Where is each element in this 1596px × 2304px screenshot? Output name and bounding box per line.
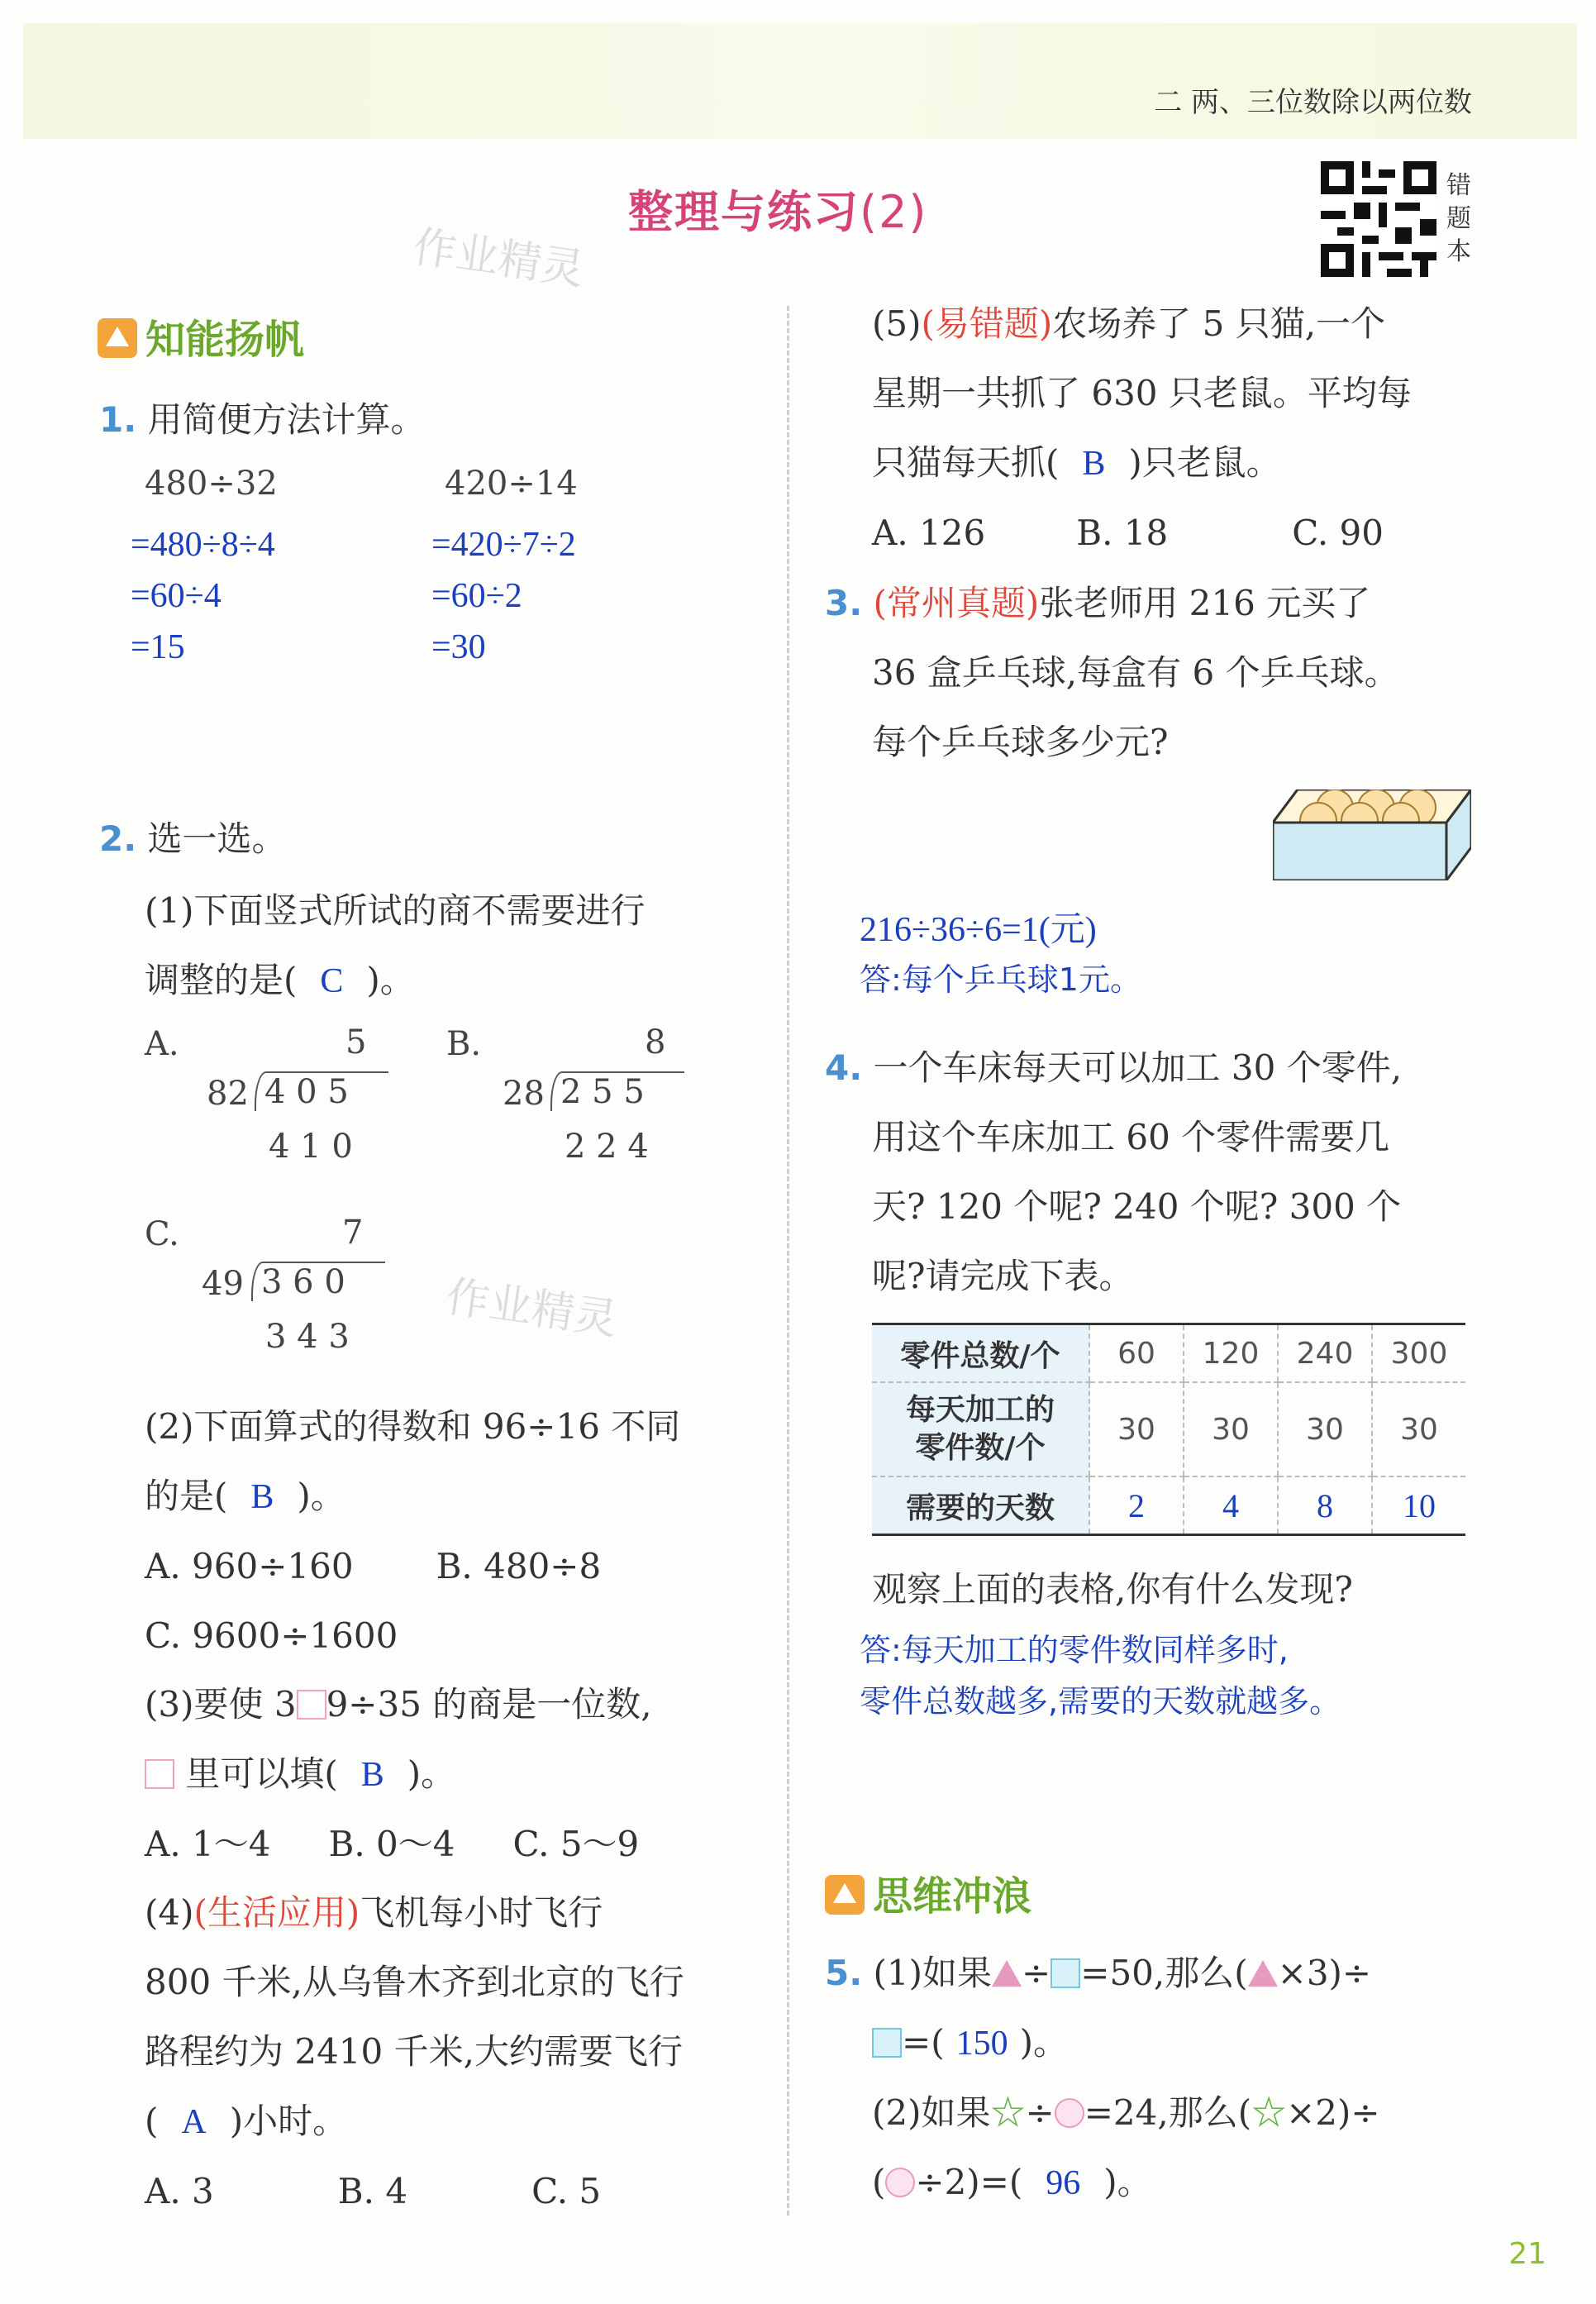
option: B. 18: [1076, 513, 1169, 553]
q2p5-answer: B: [1082, 445, 1106, 483]
text: ÷: [1022, 1953, 1051, 1993]
section-heading-thinking: [825, 1864, 1031, 1921]
option: B. 4: [337, 2171, 408, 2211]
option-b-quotient: 8: [645, 1023, 666, 1061]
table-answer-cell: 8: [1278, 1476, 1372, 1535]
text: (4): [145, 1892, 194, 1933]
q2p2-options: [145, 1532, 773, 1601]
q4-line: 呢?请完成下表。: [872, 1256, 1134, 1296]
text: (2)如果: [872, 2092, 991, 2133]
q2p2-line: (2)下面算式的得数和 96÷16 不同: [145, 1406, 681, 1447]
table-row: [872, 1382, 1465, 1476]
q1-number: 1.: [99, 399, 137, 440]
table-cell: 30: [1372, 1382, 1465, 1476]
table-row-head: 需要的天数: [872, 1476, 1089, 1535]
q2-part4: [145, 1878, 773, 2226]
q3-answer-text: 答:每个乒乓球1元。: [860, 961, 1141, 998]
q2p4-answer: A: [181, 2103, 207, 2141]
calc-step: =15: [131, 628, 185, 666]
option-c-quotient: 7: [342, 1214, 364, 1252]
table-answer-cell: 10: [1372, 1476, 1465, 1535]
table-row-head: 每天加工的 零件数/个: [872, 1382, 1089, 1476]
text: 农场养了 5 只猫,一个: [1052, 303, 1386, 344]
q3-answer-calc: 216÷36÷6=1(元): [860, 911, 1097, 949]
section-heading-knowledge: [98, 308, 304, 365]
page-number: 21: [1508, 2237, 1546, 2271]
q2p4-line: 路程约为 2410 千米,大约需要飞行: [145, 2031, 683, 2072]
table-cell: 120: [1184, 1324, 1278, 1383]
option: A. 960÷160: [145, 1546, 354, 1586]
q3-number: 3.: [825, 583, 863, 623]
option-c-label: C.: [145, 1215, 179, 1253]
q2-text: 选一选。: [147, 818, 287, 859]
q3-line: 每个乒乓球多少元?: [872, 722, 1169, 762]
option: A. 1～4: [145, 1824, 271, 1864]
q2p3-answer: B: [360, 1756, 384, 1794]
option: C. 9600÷1600: [145, 1615, 398, 1656]
option-b-product: 2 2 4: [565, 1128, 649, 1166]
table-cell: 30: [1184, 1382, 1278, 1476]
q2p4-line4: [145, 2087, 773, 2157]
q2p2-line2: [145, 1462, 773, 1532]
page-title-main: 整理与练习: [628, 186, 860, 238]
option-b-divisor: 28: [503, 1075, 545, 1113]
text: )。: [407, 1753, 456, 1794]
text: (3)要使 3: [145, 1684, 297, 1724]
q2p1-line2: [145, 946, 773, 1016]
q3-line1: [825, 569, 1486, 638]
calc-step: =60÷2: [431, 577, 522, 615]
calc-step: =420÷7÷2: [431, 526, 576, 564]
q5-number: 5.: [825, 1953, 863, 1993]
q2-part2: [145, 1392, 773, 1671]
q2p5-line3: [872, 428, 1500, 498]
chapter-title: 二 两、三位数除以两位数: [1154, 86, 1472, 119]
sail-icon: [98, 318, 137, 358]
tri-icon: [1248, 1960, 1278, 1987]
q2p5-line: 星期一共抓了 630 只老鼠。平均每: [872, 373, 1412, 413]
q2p4-line1: [145, 1878, 773, 1948]
option: C. 5～9: [512, 1824, 640, 1864]
q4-answer-line: 零件总数越多,需要的天数就越多。: [860, 1683, 1341, 1720]
option-a-label: A.: [145, 1025, 179, 1063]
table-row: [872, 1476, 1465, 1535]
text: =50,那么(: [1080, 1953, 1248, 1993]
text: =24,那么(: [1084, 2092, 1252, 2133]
star-icon: ☆: [1251, 2092, 1287, 2133]
text: (: [872, 2162, 886, 2202]
tag-error: (易错题): [921, 303, 1053, 344]
option-c-product: 3 4 3: [265, 1318, 350, 1356]
q5-line1: [825, 1939, 1486, 2008]
text: )。: [366, 960, 415, 1000]
q2p3-line2: [145, 1739, 773, 1810]
q2-prompt: [99, 812, 287, 861]
table-cell: 30: [1089, 1382, 1184, 1476]
option-c-divisor: 49: [202, 1265, 244, 1303]
q3-answer: [860, 905, 1141, 1004]
q4-number: 4.: [825, 1047, 863, 1088]
table-row-head: 零件总数/个: [872, 1324, 1089, 1383]
q1-text: 用简便方法计算。: [147, 399, 426, 440]
page-title-sub: (2): [860, 186, 928, 238]
text: 只猫每天抓(: [872, 442, 1060, 483]
page-title: [628, 177, 928, 241]
q3-line: 36 盒乒乓球,每盒有 6 个乒乓球。: [872, 652, 1399, 693]
qr-label-char: 题: [1446, 204, 1471, 233]
text: ×2)÷: [1286, 2092, 1380, 2133]
q2p5-line1: [872, 289, 1500, 359]
text: 的是(: [145, 1476, 228, 1516]
ping-pong-box-icon: [1273, 789, 1471, 880]
table-row: [872, 1324, 1465, 1383]
q4-line: 天? 120 个呢? 240 个呢? 300 个: [872, 1186, 1402, 1227]
q4-answer: [860, 1624, 1341, 1727]
column-divider: [787, 306, 789, 2216]
square-icon: [297, 1690, 326, 1720]
option: C. 90: [1292, 513, 1384, 553]
q5p1-answer: 150: [955, 2025, 1008, 2063]
option-a-product: 4 1 0: [269, 1128, 353, 1166]
q2p3-options: [145, 1810, 773, 1879]
text: 9÷35 的商是一位数,: [326, 1684, 652, 1724]
q5p2-answer: 96: [1046, 2164, 1081, 2202]
text: 张老师用 216 元买了: [1039, 583, 1371, 623]
text: (: [145, 2101, 159, 2141]
option: B. 480÷8: [436, 1546, 602, 1586]
q2p1-line: (1)下面竖式所试的商不需要进行: [145, 890, 646, 931]
option-a-dividend: 4 0 5: [255, 1071, 388, 1111]
q4-line1: [825, 1033, 1486, 1103]
text: )小时。: [229, 2101, 348, 2141]
watermark: 作业精灵: [410, 222, 588, 296]
table-answer-cell: 4: [1184, 1476, 1278, 1535]
square-icon: [872, 2028, 902, 2058]
q5-line3: [825, 2078, 1486, 2148]
text: 里可以填(: [185, 1753, 338, 1794]
q2p4-options: [145, 2157, 773, 2226]
circle-icon: [1055, 2098, 1084, 2128]
text: ÷: [1025, 2092, 1055, 2133]
text: )。: [1019, 2022, 1068, 2063]
table-cell: 60: [1089, 1324, 1184, 1383]
option-c-dividend: 3 6 0: [251, 1262, 385, 1301]
q4: [825, 1033, 1486, 1311]
option: A. 3: [145, 2171, 214, 2211]
circle-icon: [885, 2168, 915, 2197]
text: )。: [297, 1476, 345, 1516]
watermark: 作业精灵: [443, 1271, 621, 1346]
q1-left-steps: [131, 519, 275, 673]
q2p2-answer: B: [250, 1478, 274, 1516]
calc-step: =480÷8÷4: [131, 526, 275, 564]
q1-left-expr: 480÷32: [145, 465, 278, 503]
option-b-dividend: 2 5 5: [550, 1071, 684, 1111]
option-a-divisor: 82: [207, 1075, 249, 1113]
text: 一个车床每天可以加工 30 个零件,: [873, 1047, 1403, 1088]
table-cell: 300: [1372, 1324, 1465, 1383]
table-answer-cell: 2: [1089, 1476, 1184, 1535]
q2p5-options: [872, 498, 1500, 568]
wave-icon: [825, 1875, 865, 1915]
option: C. 5: [531, 2171, 602, 2211]
q4-observe: 观察上面的表格,你有什么发现?: [872, 1569, 1353, 1610]
star-icon: ☆: [990, 2092, 1026, 2133]
text: =(: [902, 2022, 945, 2063]
qr-label: [1446, 169, 1475, 269]
q2-part5: [872, 289, 1500, 568]
tag-life: (生活应用): [193, 1892, 360, 1933]
q2p3-line1: [145, 1670, 773, 1739]
text: (5): [872, 303, 922, 344]
q2p1-answer: C: [320, 962, 344, 1000]
q4-table: [872, 1323, 1465, 1536]
option: B. 0～4: [328, 1824, 455, 1864]
q5-line2: [825, 2008, 1486, 2078]
q2-part3: [145, 1670, 773, 1879]
text: 飞机每小时飞行: [360, 1892, 603, 1933]
qr-label-char: 错: [1446, 171, 1471, 200]
text: )。: [1103, 2162, 1152, 2202]
text: ×3)÷: [1277, 1953, 1372, 1993]
option-a-quotient: 5: [345, 1023, 367, 1061]
q2p4-line: 800 千米,从乌鲁木齐到北京的飞行: [145, 1962, 684, 2002]
text: 调整的是(: [145, 960, 298, 1000]
q4-answer-line: 答:每天加工的零件数同样多时,: [860, 1632, 1289, 1668]
q5: [825, 1939, 1486, 2218]
section-heading-text: 知能扬帆: [145, 317, 305, 363]
q5-line4: [825, 2148, 1486, 2218]
qr-code-icon[interactable]: [1321, 161, 1436, 277]
table-cell: 240: [1278, 1324, 1372, 1383]
tag-exam: (常州真题): [873, 583, 1040, 623]
q4-line: 用这个车床加工 60 个零件需要几: [872, 1117, 1390, 1157]
q1-prompt: [99, 393, 426, 442]
option: A. 126: [872, 513, 986, 553]
square-icon: [145, 1759, 174, 1789]
text: )只老鼠。: [1128, 442, 1281, 483]
calc-step: =30: [431, 628, 486, 666]
table-cell: 30: [1278, 1382, 1372, 1476]
q1-right-steps: [431, 519, 576, 673]
square-icon: [1051, 1958, 1080, 1988]
option-b-label: B.: [446, 1025, 482, 1063]
q2-part1: [145, 876, 773, 1016]
text: (1)如果: [873, 1953, 993, 1993]
q3: [825, 569, 1486, 777]
q1-right-expr: 420÷14: [445, 465, 578, 503]
section-heading-text: 思维冲浪: [873, 1873, 1032, 1920]
text: ÷2)=(: [915, 2162, 1023, 2202]
tri-icon: [992, 1960, 1022, 1987]
calc-step: =60÷4: [131, 577, 222, 615]
qr-label-char: 本: [1446, 237, 1471, 266]
q2-number: 2.: [99, 818, 137, 859]
